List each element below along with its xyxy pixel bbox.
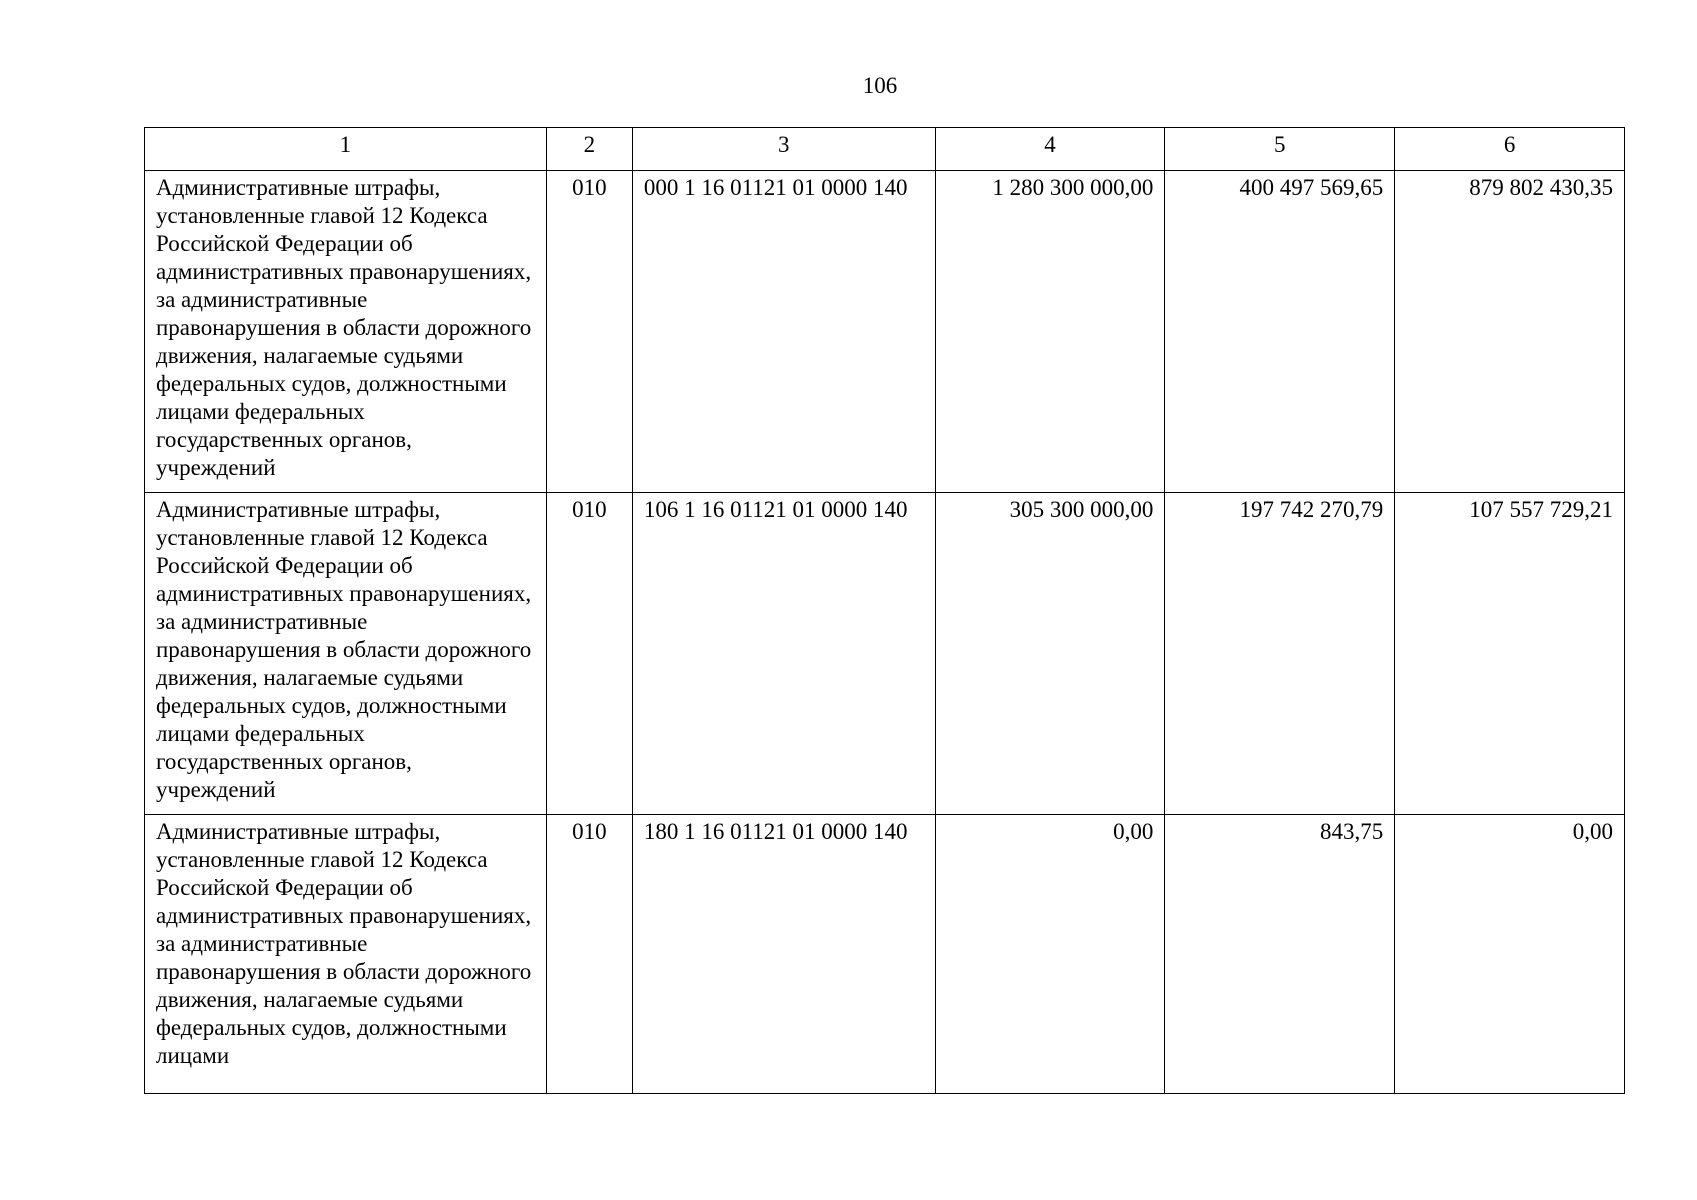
cell-line-code: 010	[546, 171, 632, 493]
table-row	[145, 171, 1625, 493]
column-header-2: 2	[546, 128, 632, 171]
column-header-6: 6	[1395, 128, 1625, 171]
column-header-3: 3	[632, 128, 935, 171]
cell-income-code: 106 1 16 01121 01 0000 140	[632, 493, 935, 815]
page-number: 106	[862, 73, 898, 98]
cell-executed: 400 497 569,65	[1165, 171, 1395, 493]
cell-unexecuted: 879 802 430,35	[1395, 171, 1625, 493]
cell-approved: 1 280 300 000,00	[935, 171, 1165, 493]
header-row	[145, 128, 1625, 171]
cell-income-code: 180 1 16 01121 01 0000 140	[632, 815, 935, 1094]
cell-approved: 0,00	[935, 815, 1165, 1094]
cell-executed: 843,75	[1165, 815, 1395, 1094]
column-header-1: 1	[145, 128, 547, 171]
cell-name: Административные штрафы, установленные главой 12 Кодекса Российской Федерации об административных правонарушениях, за административные правонарушения в области дорожного движения, налагаемые судьями федеральных судов, должностными лицами федеральных государственных органов, учреждений	[145, 493, 547, 815]
cell-name: Административные штрафы, установленные главой 12 Кодекса Российской Федерации об административных правонарушениях, за административные правонарушения в области дорожного движения, налагаемые судьями федеральных судов, должностными лицами федеральных государственных органов, учреждений	[145, 171, 547, 493]
cell-line-code: 010	[546, 493, 632, 815]
cell-approved: 305 300 000,00	[935, 493, 1165, 815]
cell-line-code: 010	[546, 815, 632, 1094]
cell-unexecuted: 107 557 729,21	[1395, 493, 1625, 815]
column-header-5: 5	[1165, 128, 1395, 171]
report-table	[144, 127, 1625, 1094]
cell-executed: 197 742 270,79	[1165, 493, 1395, 815]
table-row	[145, 493, 1625, 815]
column-header-4: 4	[935, 128, 1165, 171]
cell-unexecuted: 0,00	[1395, 815, 1625, 1094]
cell-income-code: 000 1 16 01121 01 0000 140	[632, 171, 935, 493]
table-row	[145, 815, 1625, 1094]
cell-name: Административные штрафы, установленные главой 12 Кодекса Российской Федерации об административных правонарушениях, за административные правонарушения в области дорожного движения, налагаемые судьями федеральных судов, должностными лицами	[145, 815, 547, 1094]
